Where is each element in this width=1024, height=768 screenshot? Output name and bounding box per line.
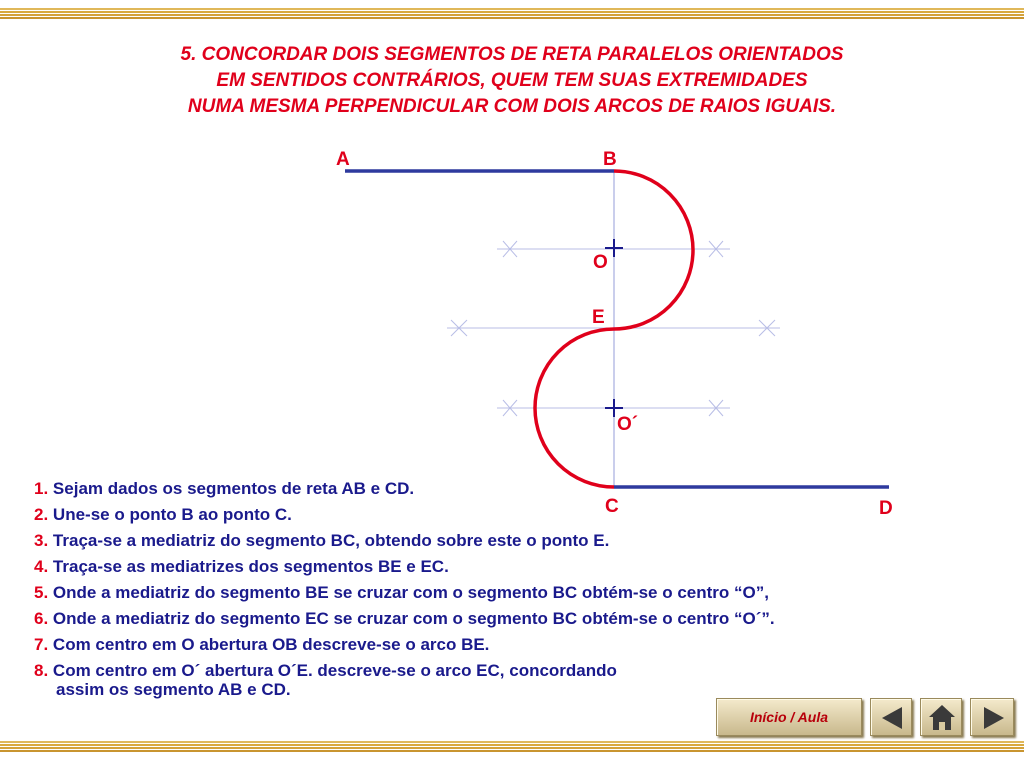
step-text: Onde a mediatriz do segmento BE se cruzar com o segmento BC obtém-se o centro “O”,: [52, 583, 769, 602]
step-number: 7.: [34, 635, 49, 654]
step-text: Onde a mediatriz do segmento EC se cruzar com o segmento BC obtém-se o centro “O´”.: [52, 609, 775, 628]
label-b: B: [603, 149, 617, 170]
step-text: Une-se o ponto B ao ponto C.: [52, 505, 292, 524]
step-number: 8.: [34, 661, 49, 680]
step-item: [34, 502, 775, 528]
step-number: 6.: [34, 609, 49, 628]
step-number: 1.: [34, 479, 49, 498]
step-list: [34, 476, 775, 701]
bottom-decorative-band: [0, 741, 1024, 753]
label-a: A: [336, 149, 350, 170]
label-o2: O´: [617, 414, 639, 435]
title-line-2: EM SENTIDOS CONTRÁRIOS, QUEM TEM SUAS EXTREMIDADES: [216, 70, 808, 91]
next-button[interactable]: [970, 698, 1014, 736]
home-button[interactable]: [920, 698, 962, 736]
step-text: Com centro em O abertura OB descreve-se o arco BE.: [52, 635, 490, 654]
label-d: D: [879, 498, 893, 519]
title-line-1: 5. CONCORDAR DOIS SEGMENTOS DE RETA PARALELOS ORIENTADOS: [180, 44, 844, 65]
label-e: E: [592, 307, 605, 328]
home-lesson-button[interactable]: Início / Aula: [716, 698, 862, 736]
step-text: Traça-se a mediatriz do segmento BC, obtendo sobre este o ponto E.: [52, 531, 610, 550]
house-icon: [921, 699, 963, 737]
step-item: [34, 476, 775, 502]
step-text-continuation: assim os segmento AB e CD.: [56, 680, 291, 699]
arc-be: [614, 171, 693, 329]
step-item: [34, 632, 775, 658]
step-item: [34, 606, 775, 632]
step-text: Sejam dados os segmentos de reta AB e CD.: [52, 479, 415, 498]
label-o: O: [593, 252, 608, 273]
title-line-3: NUMA MESMA PERPENDICULAR COM DOIS ARCOS DE RAIOS IGUAIS.: [187, 96, 837, 117]
step-item: [34, 658, 775, 701]
step-number: 3.: [34, 531, 49, 550]
step-number: 5.: [34, 583, 49, 602]
step-text: Traça-se as mediatrizes dos segmentos BE e EC.: [52, 557, 449, 576]
label-c: C: [605, 496, 619, 517]
step-item: [34, 554, 775, 580]
right-triangle-icon: [971, 699, 1015, 737]
previous-button[interactable]: [870, 698, 912, 736]
step-number: 4.: [34, 557, 49, 576]
step-item: [34, 580, 775, 606]
step-number: 2.: [34, 505, 49, 524]
left-triangle-icon: [871, 699, 913, 737]
step-item: [34, 528, 775, 554]
step-text: Com centro em O´ abertura O´E. descreve-se o arco EC, concordando: [52, 661, 617, 680]
